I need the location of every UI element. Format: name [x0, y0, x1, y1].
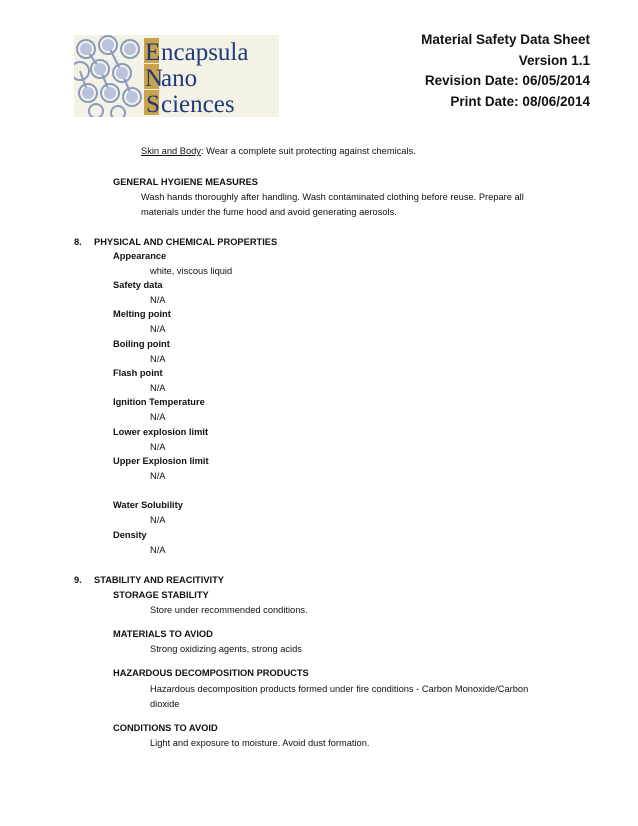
property-value: N/A	[150, 442, 166, 452]
property-label: Boiling point	[113, 339, 170, 349]
property-value: white, viscous liquid	[150, 266, 233, 276]
property-value: N/A	[150, 515, 166, 525]
hazardous-decomposition-line1: Hazardous decomposition products formed under fire conditions - Carbon Monoxide/Carbon	[150, 684, 529, 694]
property-label: Flash point	[113, 368, 163, 378]
property-value: N/A	[150, 412, 166, 422]
property-label: Melting point	[113, 309, 171, 319]
property-label: Density	[113, 530, 147, 540]
property-label: Lower explosion limit	[113, 427, 209, 437]
skin-protection-line	[141, 146, 416, 156]
logo-word-sciences: ciences	[161, 91, 235, 117]
skin-label: Skin and Body	[141, 146, 201, 156]
property-label: Ignition Temperature	[113, 397, 205, 407]
hygiene-text-line1: Wash hands thoroughly after handling. Wash contaminated clothing before reuse. Prepare all	[141, 192, 524, 202]
property-value: N/A	[150, 324, 166, 334]
property-value: N/A	[150, 354, 166, 364]
property-value: N/A	[150, 471, 166, 481]
property-value: N/A	[150, 383, 166, 393]
hazardous-decomposition-heading: HAZARDOUS DECOMPOSITION PRODUCTS	[113, 668, 309, 678]
logo-initial-e: E	[145, 39, 161, 66]
property-label: Appearance	[113, 251, 167, 261]
conditions-to-avoid-heading: CONDITIONS TO AVOID	[113, 723, 218, 733]
document-header	[421, 30, 590, 112]
materials-to-avoid-text: Strong oxidizing agents, strong acids	[150, 644, 302, 654]
document-title: Material Safety Data Sheet	[421, 32, 590, 47]
conditions-to-avoid-text: Light and exposure to moisture. Avoid dust formation.	[150, 738, 370, 748]
property-label: Safety data	[113, 280, 163, 290]
hygiene-text-line2: materials under the fume hood and avoid generating aerosols.	[141, 207, 397, 217]
section-8-heading: PHYSICAL AND CHEMICAL PROPERTIES	[94, 237, 278, 247]
property-value: N/A	[150, 545, 166, 555]
storage-stability-text: Store under recommended conditions.	[150, 605, 308, 615]
revision-date: Revision Date: 06/05/2014	[424, 73, 590, 88]
property-value: N/A	[150, 295, 166, 305]
storage-stability-heading: STORAGE STABILITY	[113, 590, 209, 600]
logo-initial-n: N	[145, 65, 164, 92]
logo-initial-s: S	[146, 91, 160, 117]
logo-word-nano: ano	[161, 65, 198, 92]
hazardous-decomposition-line2: dioxide	[150, 699, 180, 709]
skin-text: : Wear a complete suit protecting against chemicals.	[200, 146, 416, 156]
section-9-heading: STABILITY AND REACITIVITY	[94, 575, 224, 585]
section-9-number: 9.	[74, 575, 82, 585]
print-date: Print Date: 08/06/2014	[450, 93, 590, 109]
property-label: Water Solubility	[113, 500, 183, 510]
company-logo	[74, 35, 279, 117]
section-8-number: 8.	[74, 237, 82, 247]
hygiene-heading: GENERAL HYGIENE MEASURES	[113, 177, 258, 187]
property-label: Upper Explosion limit	[113, 456, 209, 466]
materials-to-avoid-heading: MATERIALS TO AVIOD	[113, 629, 213, 639]
logo-word-encapsula: ncapsula	[161, 39, 249, 66]
document-version: Version 1.1	[518, 52, 590, 68]
